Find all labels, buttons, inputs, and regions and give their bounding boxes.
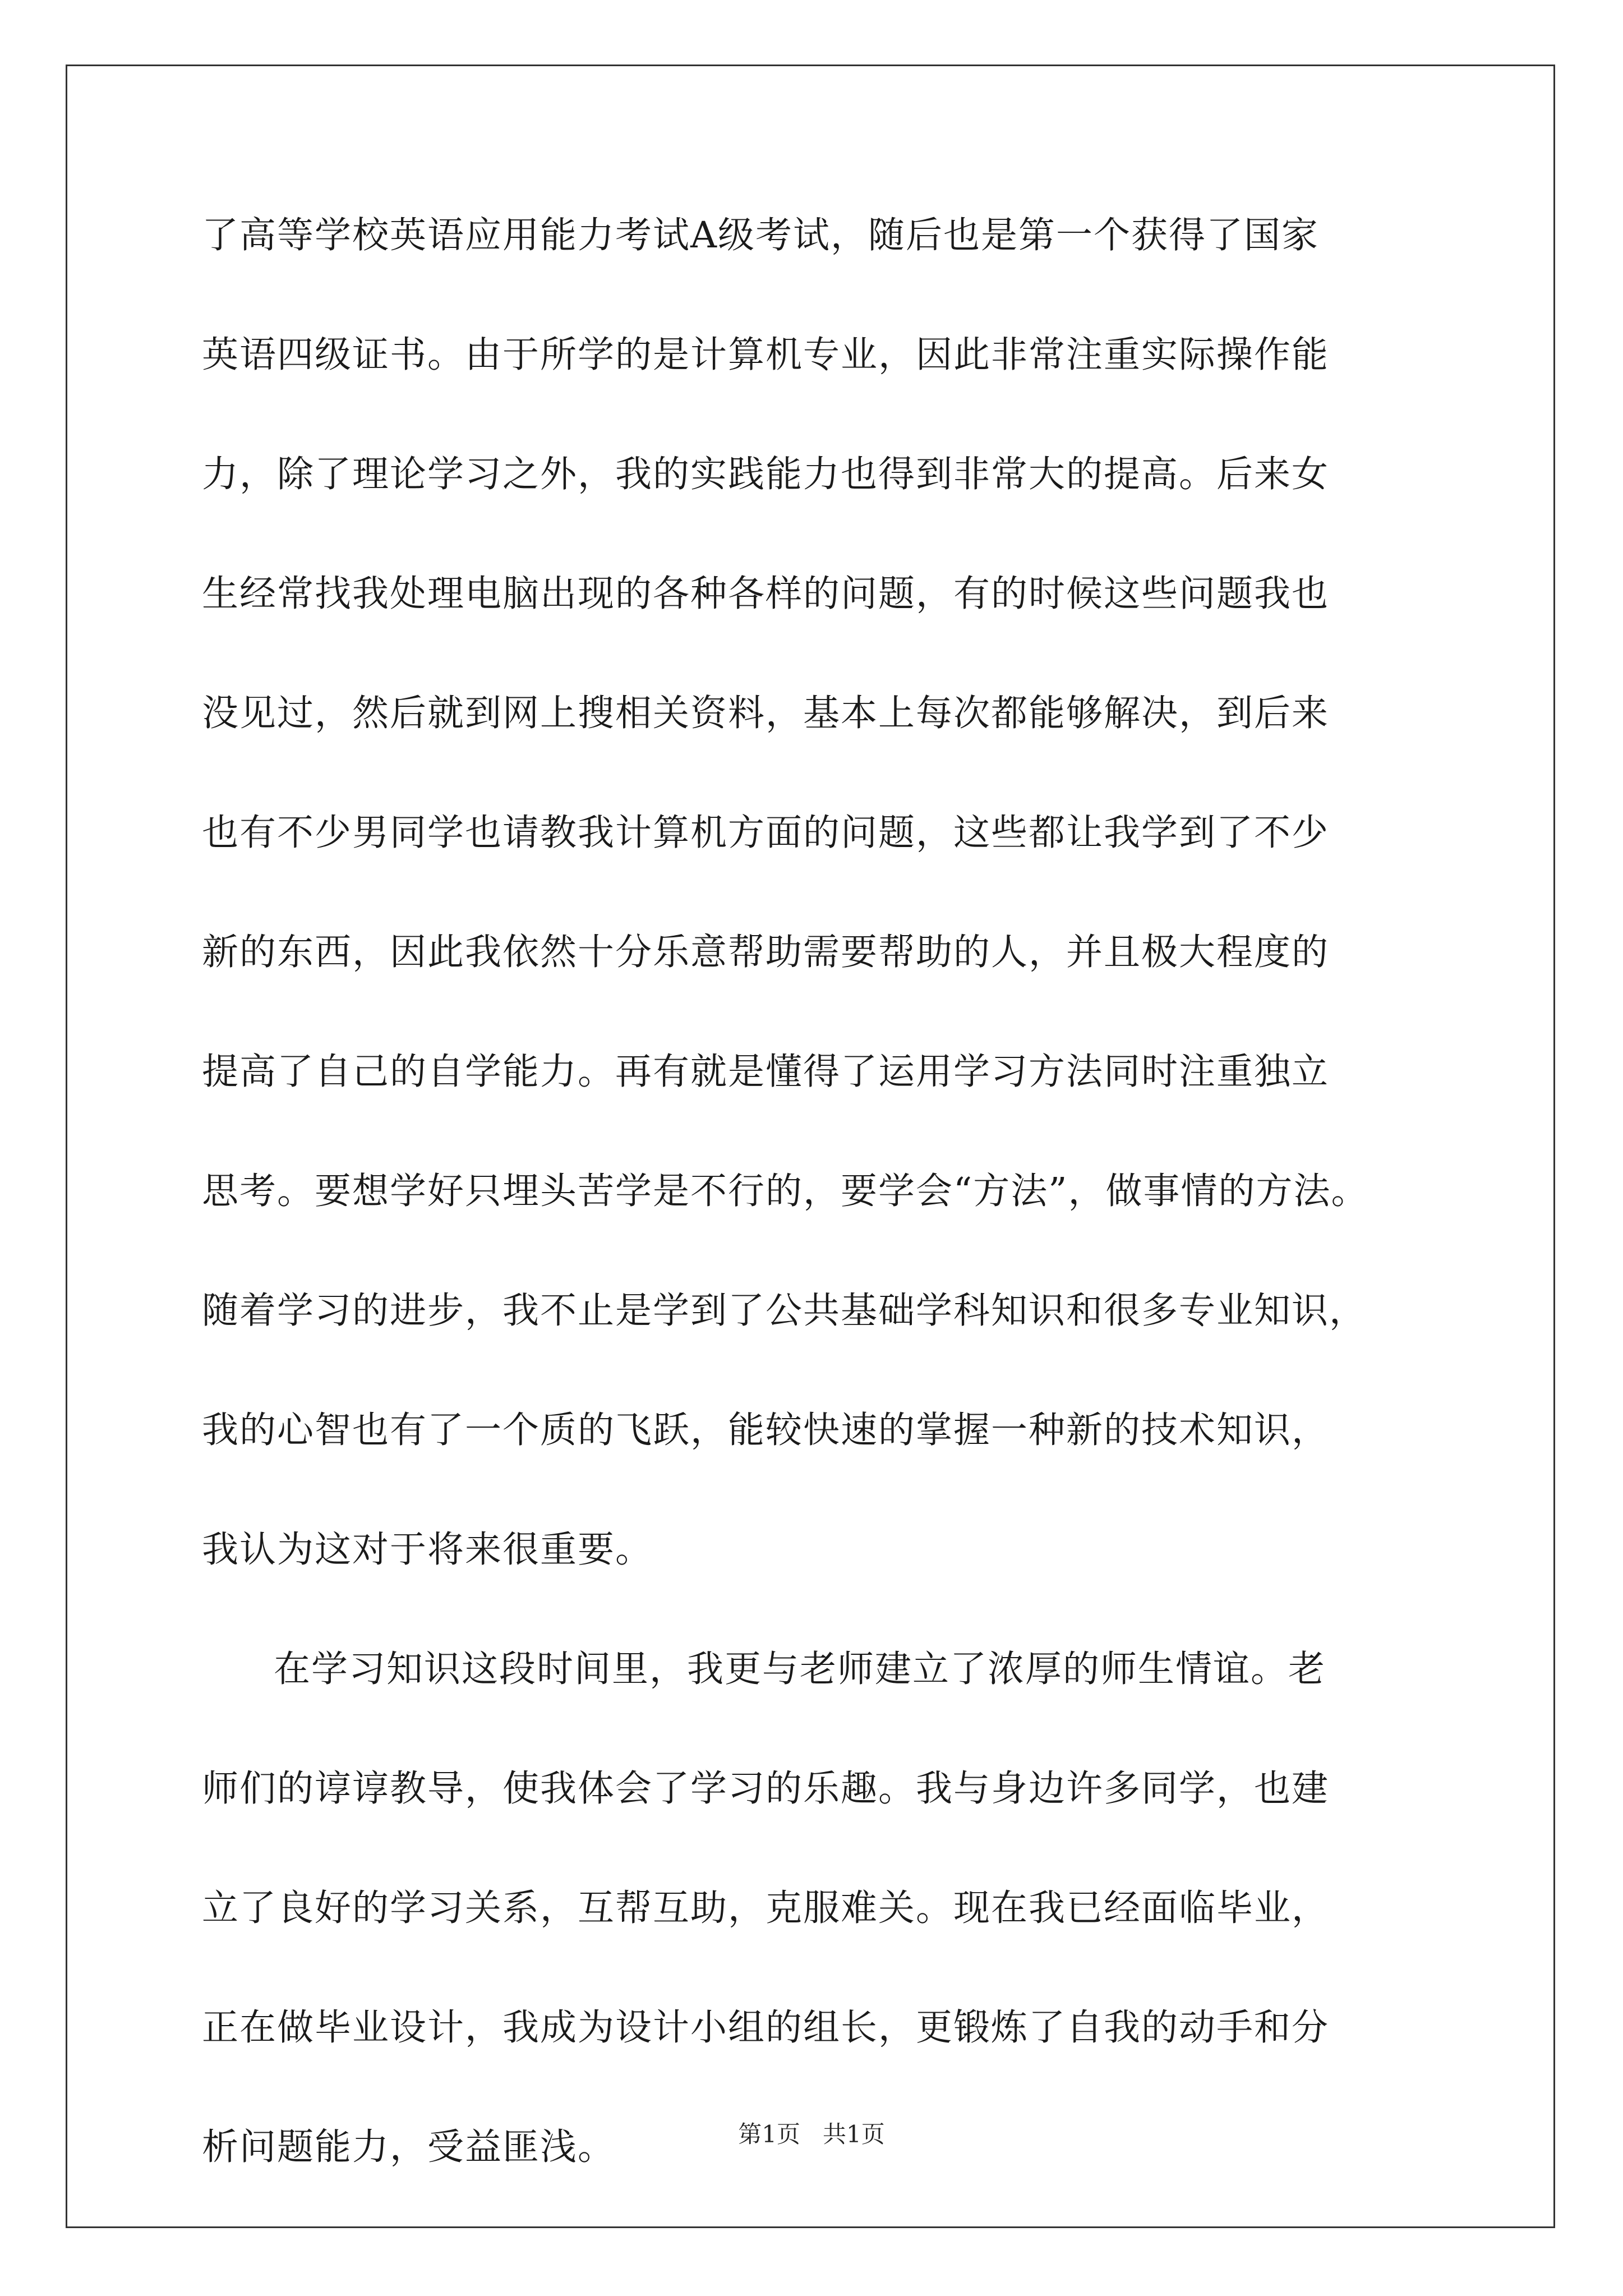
- text-line: 思考。要想学好只埋头苦学是不行的，要学会“方法”，做事情的方法。: [202, 1170, 1369, 1212]
- document-body: [202, 202, 1436, 2233]
- paragraph-1: [202, 202, 1436, 1636]
- text-line: 生经常找我处理电脑出现的各种各样的问题，有的时候这些问题我也: [202, 573, 1330, 615]
- page-number: 第1页: [738, 2120, 800, 2148]
- page-footer: [0, 2118, 1623, 2151]
- text-line: 力，除了理论学习之外，我的实践能力也得到非常大的提高。后来女: [202, 453, 1330, 495]
- text-line: 师们的谆谆教导，使我体会了学习的乐趣。我与身边许多同学，也建: [202, 1768, 1330, 1810]
- page-total: 共1页: [823, 2120, 885, 2148]
- text-line: 没见过，然后就到网上搜相关资料，基本上每次都能够解决，到后来: [202, 692, 1330, 734]
- text-line: 了高等学校英语应用能力考试A级考试，随后也是第一个获得了国家: [202, 214, 1319, 256]
- text-line: 正在做毕业设计，我成为设计小组的组长，更锻炼了自我的动手和分: [202, 2007, 1330, 2049]
- text-line: 提高了自己的自学能力。再有就是懂得了运用学习方法同时注重独立: [202, 1051, 1330, 1093]
- text-line: 英语四级证书。由于所学的是计算机专业，因此非常注重实际操作能: [202, 334, 1330, 376]
- text-line: 我认为这对于将来很重要。: [202, 1529, 653, 1571]
- text-line: 在学习知识这段时间里，我更与老师建立了浓厚的师生情谊。老: [274, 1648, 1326, 1690]
- text-line: 析问题能力，受益匪浅。: [202, 2126, 616, 2168]
- text-line: 我的心智也有了一个质的飞跃，能较快速的掌握一种新的技术知识，: [202, 1409, 1330, 1451]
- text-line: 随着学习的进步，我不止是学到了公共基础学科知识和很多专业知识，: [202, 1290, 1367, 1332]
- text-line: 立了良好的学习关系，互帮互助，克服难关。现在我已经面临毕业，: [202, 1887, 1330, 1929]
- text-line: 新的东西，因此我依然十分乐意帮助需要帮助的人，并且极大程度的: [202, 931, 1330, 973]
- text-line: 也有不少男同学也请教我计算机方面的问题，这些都让我学到了不少: [202, 812, 1330, 854]
